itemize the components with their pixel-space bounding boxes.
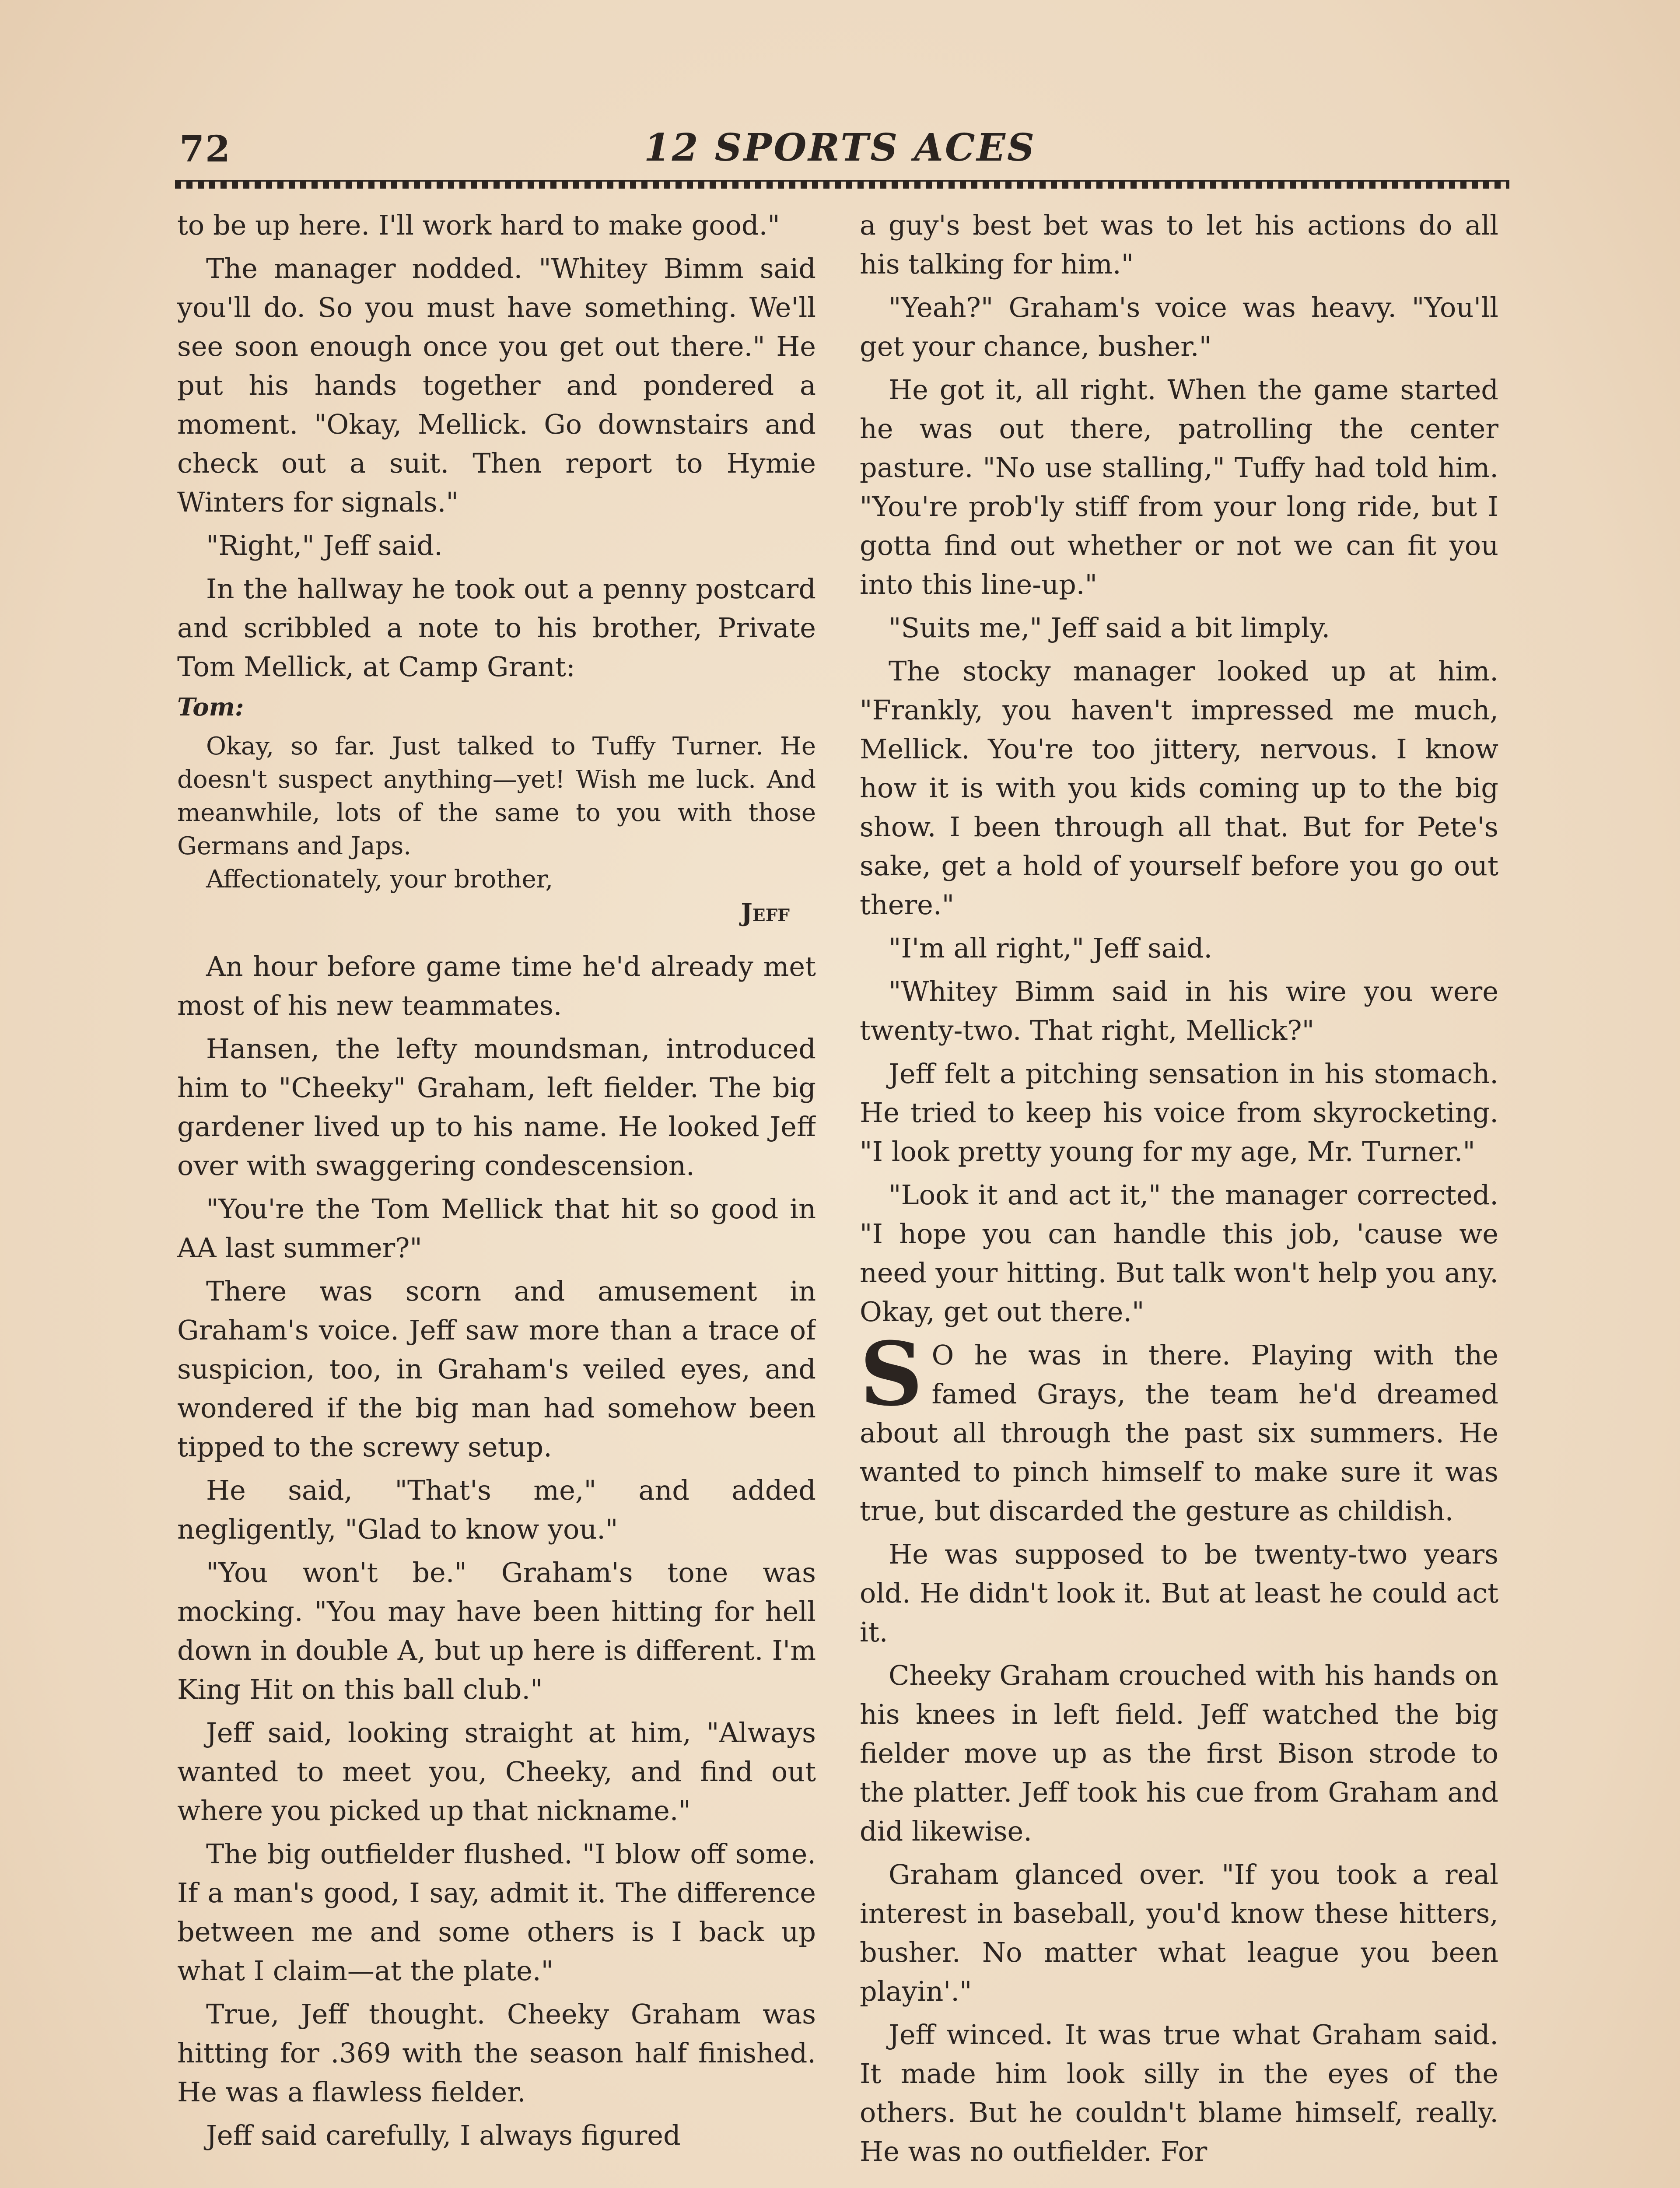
paragraph: The stocky manager looked up at him. "Frankly, you haven't impressed me much, Mellick. You're too jittery, nervous. I know how it is with you kids coming up to the big show. I been through all that. But for Pete's sake, get a hold of yourself before you go out there." xyxy=(860,655,1498,921)
paragraph: to be up here. I'll work hard to make good." xyxy=(177,209,780,241)
paragraph: He said, "That's me," and added negligently, "Glad to know you." xyxy=(177,1474,816,1545)
paragraph: "Look it and act it," the manager corrected. "I hope you can handle this job, 'cause we need your hitting. But talk won't help you any. Okay, get out there." xyxy=(860,1179,1498,1328)
page-number: 72 xyxy=(179,128,231,170)
paragraph: "You won't be." Graham's tone was mocking. "You may have been hitting for hell down in double A, but up here is different. I'm King Hit on this ball club." xyxy=(177,1557,816,1705)
right-column xyxy=(860,206,1498,2188)
paragraph: There was scorn and amusement in Graham's voice. Jeff saw more than a trace of suspicion, too, in Graham's veiled eyes, and wondered if the big man had somehow been tipped to the screwy setup. xyxy=(177,1275,816,1463)
paragraph: Jeff winced. It was true what Graham said. It made him look silly in the eyes of the others. But he couldn't blame himself, really. He was no outfielder. For xyxy=(860,2019,1498,2167)
paragraph: "Whitey Bimm said in his wire you were twenty-two. That right, Mellick?" xyxy=(860,975,1498,1046)
postcard-note xyxy=(177,691,816,929)
paragraph: True, Jeff thought. Cheeky Graham was hitting for .369 with the season half finished. He was a flawless fielder. xyxy=(177,1998,816,2108)
paragraph: The big outfielder flushed. "I blow off some. If a man's good, I say, admit it. The difference between me and some others is I back up what I claim—at the plate." xyxy=(177,1838,816,1987)
paragraph: "I'm all right," Jeff said. xyxy=(889,932,1213,964)
paragraph: Jeff felt a pitching sensation in his stomach. He tried to keep his voice from skyrocketing. "I look pretty young for my age, Mr. Turner." xyxy=(860,1058,1498,1168)
paragraph: He was supposed to be twenty-two years old. He didn't look it. But at least he could act it. xyxy=(860,1538,1498,1648)
paragraph: Cheeky Graham crouched with his hands on his knees in left field. Jeff watched the big fielder move up as the first Bison strode to the platter. Jeff took his cue from Graham and did likewise. xyxy=(860,1659,1498,1847)
paragraph: a guy's best bet was to let his actions do all his talking for him." xyxy=(860,209,1498,280)
paragraph: Jeff said carefully, I always figured xyxy=(206,2119,681,2151)
paragraph: "Right," Jeff said. xyxy=(206,529,443,561)
note-signature: Jeff xyxy=(741,898,790,927)
note-closing: Affectionately, your brother, xyxy=(206,865,553,894)
paragraph: "You're the Tom Mellick that hit so good in AA last summer?" xyxy=(177,1193,816,1264)
paragraph: The manager nodded. "Whitey Bimm said you'll do. So you must have something. We'll see soon enough once you get out there." He put his hands together and pondered a moment. "Okay, Mellick. Go downstairs and check out a suit. Then report to Hymie Winters for signals." xyxy=(177,252,816,518)
paragraph: "Yeah?" Graham's voice was heavy. "You'll get your chance, busher." xyxy=(860,291,1498,362)
paragraph: In the hallway he took out a penny postcard and scribbled a note to his brother, Private Tom Mellick, at Camp Grant: xyxy=(177,573,816,683)
running-title: 12 SPORTS ACES xyxy=(644,126,1036,170)
section-opening-paragraph xyxy=(860,1323,1498,1530)
paragraph: Graham glanced over. "If you took a real interest in baseball, you'd know these hitters, busher. No matter what league you been playin'." xyxy=(860,1858,1498,2007)
paragraph: "Suits me," Jeff said a bit limply. xyxy=(889,612,1330,644)
paragraph: Jeff said, looking straight at him, "Always wanted to meet you, Cheeky, and find out where you picked up that nickname." xyxy=(177,1717,816,1827)
left-column xyxy=(177,206,816,2188)
page-header xyxy=(175,125,1505,173)
paragraph: An hour before game time he'd already met most of his new teammates. xyxy=(177,950,816,1021)
note-body: Okay, so far. Just talked to Tuffy Turner. He doesn't suspect anything—yet! Wish me luck. And meanwhile, lots of the same to you with those Germans and Japs. xyxy=(177,732,816,860)
section-opening-text: O he was in there. Playing with the famed Grays, the team he'd dreamed about all through the past six summers. He wanted to pinch himself to make sure it was true, but discarded the gesture as childish. xyxy=(860,1339,1498,1527)
paragraph: Hansen, the lefty moundsman, introduced him to "Cheeky" Graham, left fielder. The big gardener lived up to his name. He looked Jeff over with swaggering condescension. xyxy=(177,1033,816,1182)
note-salutation: Tom: xyxy=(177,693,244,722)
header-rule xyxy=(175,180,1509,189)
paragraph: He got it, all right. When the game started he was out there, patrolling the center pasture. "No use stalling," Tuffy had told him. "You're prob'ly stiff from your long ride, but I gotta find out whether or not we can fit you into this line-up." xyxy=(860,374,1498,600)
drop-cap-letter: S xyxy=(860,1323,923,1426)
